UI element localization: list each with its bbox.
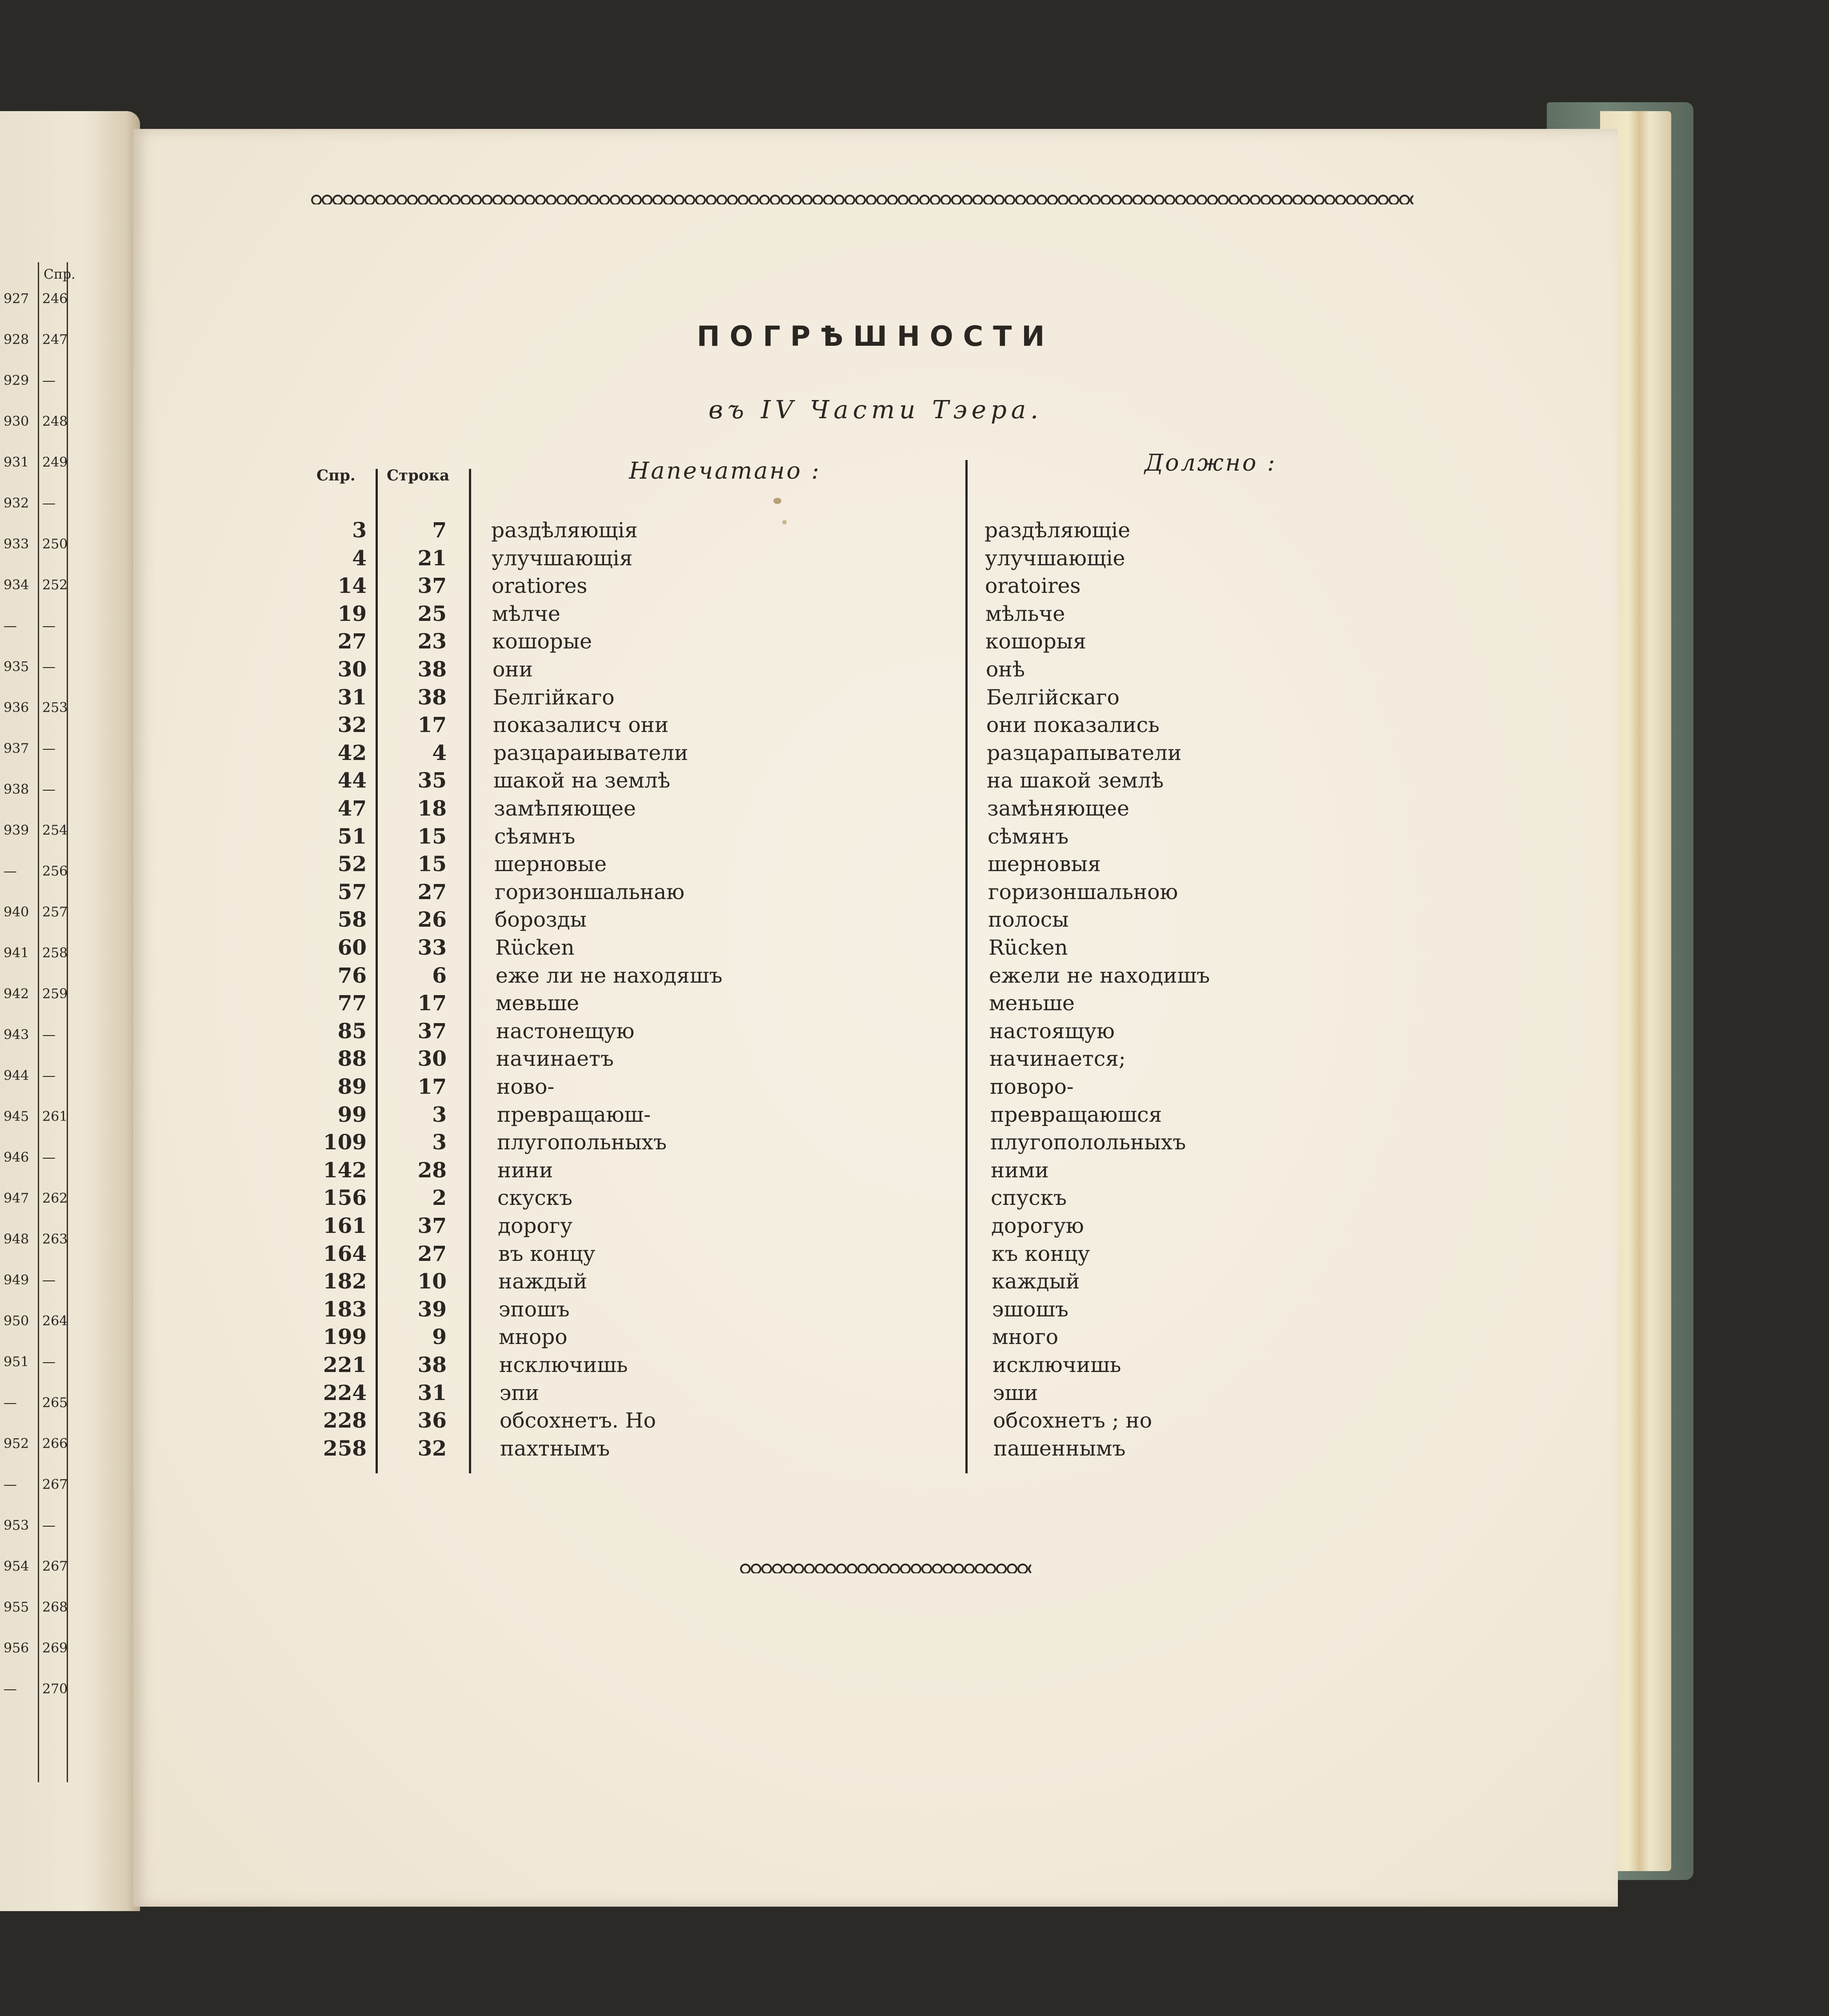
left-page-cell: 261 (42, 1109, 68, 1124)
left-page-cell: 928 (4, 332, 29, 348)
table-row (0, 1324, 1829, 1351)
left-page-cell: 263 (42, 1232, 68, 1247)
table-row (0, 1296, 1829, 1324)
cell-page: 57 (337, 880, 367, 904)
cell-line: 15 (417, 852, 447, 877)
cell-correct: исключишь (993, 1353, 1121, 1377)
cell-line: 21 (417, 546, 447, 571)
left-page-cell: 248 (42, 414, 68, 429)
table-row (0, 1018, 1829, 1045)
left-page-cell: 929 (4, 373, 29, 388)
left-page-cell: 254 (42, 823, 68, 838)
cell-page: 88 (337, 1047, 367, 1072)
cell-correct: кошорыя (985, 629, 1086, 654)
cell-line: 7 (432, 518, 447, 543)
left-page-cell: 249 (42, 455, 68, 470)
page-subtitle: въ IV Части Тэера. (708, 396, 1043, 424)
cell-printed: мноро (499, 1325, 568, 1350)
cell-line: 26 (417, 908, 447, 932)
cell-printed: шакой на землѣ (493, 768, 671, 793)
left-page-cell: — (42, 1150, 56, 1165)
page-title: ПОГРѢШНОСТИ (696, 320, 1055, 352)
cell-printed: превращаюш- (497, 1102, 651, 1127)
table-row (0, 1101, 1829, 1129)
left-page-cell: 931 (4, 455, 29, 470)
left-page-cell: 956 (4, 1640, 29, 1656)
cell-correct: много (992, 1325, 1059, 1350)
cell-printed: настонещую (496, 1019, 635, 1044)
left-page-cell: — (42, 1518, 56, 1533)
cell-line: 6 (432, 963, 447, 988)
left-page-cell: 943 (4, 1027, 29, 1043)
cell-line: 3 (432, 1102, 447, 1127)
cell-line: 37 (417, 1214, 447, 1238)
cell-correct: плугополольныхъ (990, 1130, 1186, 1155)
cell-printed: эпошъ (499, 1297, 570, 1322)
cell-page: 221 (323, 1353, 367, 1377)
cell-printed: мевьше (496, 991, 579, 1016)
cell-printed: oratiores (492, 574, 588, 599)
table-row (0, 1352, 1829, 1379)
table-row (0, 1212, 1829, 1240)
cell-page: 182 (323, 1269, 367, 1294)
cell-printed: дорогу (498, 1214, 572, 1238)
cell-correct: пашеннымъ (993, 1436, 1126, 1461)
cell-page: 89 (337, 1075, 367, 1099)
cell-line: 17 (417, 991, 447, 1016)
left-page-cell: — (42, 1068, 56, 1084)
table-row (0, 1268, 1829, 1296)
cell-printed: въ концу (498, 1241, 596, 1266)
cell-page: 27 (337, 629, 367, 654)
cell-correct: эшошъ (992, 1297, 1069, 1322)
cell-page: 142 (323, 1158, 367, 1183)
left-page-cell: 937 (4, 741, 29, 756)
cell-page: 228 (323, 1408, 367, 1433)
cell-printed: Белгійкаго (493, 685, 615, 710)
cell-correct: шерновыя (988, 852, 1101, 877)
cell-line: 35 (417, 768, 447, 793)
left-page-cell: — (42, 1272, 56, 1288)
left-page-cell: 267 (42, 1559, 68, 1574)
left-page-cell: — (42, 496, 56, 511)
left-page-cell: 252 (42, 577, 68, 593)
table-row (0, 740, 1829, 767)
cell-line: 23 (417, 629, 447, 654)
cell-printed: мѣлче (492, 601, 560, 626)
cell-correct: эши (993, 1380, 1038, 1405)
cell-line: 25 (417, 601, 447, 626)
cell-line: 39 (417, 1297, 447, 1322)
cell-page: 85 (337, 1019, 367, 1044)
cell-printed: пахтнымъ (500, 1436, 610, 1461)
table-row (0, 1184, 1829, 1212)
cell-printed: борозды (495, 908, 587, 932)
left-page-cell: 268 (42, 1600, 68, 1615)
bottom-ornament-rule (740, 1560, 1031, 1573)
left-page-cell: 939 (4, 823, 29, 838)
cell-correct: раздѣляющіе (985, 518, 1130, 543)
left-page-cell: 950 (4, 1313, 29, 1329)
left-page-cell: 945 (4, 1109, 29, 1124)
cell-correct: настоящую (989, 1019, 1115, 1044)
cell-line: 38 (417, 657, 447, 682)
table-row (0, 656, 1829, 684)
cell-correct: полосы (988, 908, 1069, 932)
cell-line: 17 (417, 1075, 447, 1099)
cell-correct: на шакой землѣ (987, 768, 1164, 793)
left-page-cell: 247 (42, 332, 68, 348)
left-page-cell: 930 (4, 414, 29, 429)
cell-line: 28 (417, 1158, 447, 1183)
cell-line: 18 (417, 796, 447, 821)
left-page-cell: 932 (4, 496, 29, 511)
cell-printed: улучшающія (492, 546, 633, 571)
table-row (0, 545, 1829, 572)
cell-printed: ново- (496, 1075, 555, 1099)
cell-page: 199 (323, 1325, 367, 1350)
left-page-cell: 953 (4, 1518, 29, 1533)
cell-correct: онѣ (986, 657, 1025, 682)
cell-line: 3 (432, 1130, 447, 1155)
cell-correct: къ концу (992, 1241, 1090, 1266)
left-page-cell: — (42, 659, 56, 675)
cell-printed: нини (497, 1158, 553, 1183)
cell-correct: Rücken (989, 936, 1068, 960)
cell-correct: замѣняющее (987, 796, 1129, 821)
cell-page: 109 (323, 1130, 367, 1155)
paper-stain (773, 498, 781, 504)
left-page-cell: — (42, 373, 56, 388)
cell-printed: горизоншальнаю (495, 880, 685, 904)
header-line: Строка (387, 467, 450, 484)
cell-printed: начинаетъ (496, 1047, 614, 1072)
table-row (0, 934, 1829, 962)
cell-printed: разцараиыватели (493, 740, 688, 765)
cell-line: 38 (417, 685, 447, 710)
left-page-cell: 269 (42, 1640, 68, 1656)
left-page-cell: 936 (4, 700, 29, 716)
cell-correct: oratoires (985, 574, 1081, 599)
cell-page: 32 (337, 713, 367, 738)
cell-printed: кошорые (492, 629, 592, 654)
cell-printed: показалисч они (493, 713, 669, 738)
cell-line: 27 (417, 880, 447, 904)
cell-correct: Белгійскаго (986, 685, 1120, 710)
cell-correct: начинается; (989, 1047, 1126, 1072)
cell-printed: еже ли не находяшъ (496, 963, 723, 988)
cell-correct: каждый (992, 1269, 1080, 1294)
header-correct: Должно : (1145, 450, 1277, 476)
cell-line: 30 (417, 1047, 447, 1072)
cell-printed: они (492, 657, 533, 682)
table-row (0, 767, 1829, 795)
cell-page: 77 (337, 991, 367, 1016)
left-page-cell: 942 (4, 986, 29, 1002)
cell-page: 31 (337, 685, 367, 710)
table-row (0, 517, 1829, 544)
cell-printed: шерновые (494, 852, 607, 877)
table-row (0, 1407, 1829, 1435)
left-page-cell: 257 (42, 904, 68, 920)
cell-line: 37 (417, 574, 447, 599)
cell-line: 17 (417, 713, 447, 738)
left-page-cell: 940 (4, 904, 29, 920)
left-page-cell: 949 (4, 1272, 29, 1288)
table-row (0, 1380, 1829, 1407)
cell-line: 36 (417, 1408, 447, 1433)
cell-correct: ними (991, 1158, 1049, 1183)
table-row (0, 628, 1829, 656)
left-page-cell: — (42, 1354, 56, 1370)
cell-line: 4 (432, 740, 447, 765)
cell-correct: дорогую (991, 1214, 1084, 1238)
cell-page: 51 (337, 824, 367, 849)
cell-line: 37 (417, 1019, 447, 1044)
table-row (0, 712, 1829, 739)
cell-correct: спускъ (991, 1186, 1067, 1211)
table-row (0, 990, 1829, 1017)
cell-printed: сѣямнъ (494, 824, 576, 849)
left-page-cell: — (42, 618, 56, 634)
left-page-cell: — (42, 741, 56, 756)
left-page-cell: 955 (4, 1600, 29, 1615)
cell-line: 31 (417, 1380, 447, 1405)
left-page-cell: 259 (42, 986, 68, 1002)
left-page-cell: 265 (42, 1395, 68, 1411)
table-row (0, 1073, 1829, 1101)
table-row (0, 684, 1829, 712)
cell-page: 14 (337, 574, 367, 599)
table-row (0, 1157, 1829, 1184)
cell-line: 32 (417, 1436, 447, 1461)
left-page-cell: 264 (42, 1313, 68, 1329)
left-page-cell: — (42, 1027, 56, 1043)
cell-correct: поворо- (990, 1075, 1074, 1099)
table-row (0, 600, 1829, 628)
cell-page: 30 (337, 657, 367, 682)
left-page-cell: 952 (4, 1436, 29, 1452)
header-printed: Напечатано : (629, 458, 821, 484)
cell-page: 156 (323, 1186, 367, 1211)
left-page-cell: 934 (4, 577, 29, 593)
cell-correct: сѣмянъ (988, 824, 1069, 849)
cell-line: 15 (417, 824, 447, 849)
left-page-cell: 250 (42, 536, 68, 552)
cell-line: 38 (417, 1353, 447, 1377)
table-row (0, 1435, 1829, 1463)
cell-correct: они показались (986, 713, 1160, 738)
cell-correct: обсохнетъ ; но (993, 1408, 1153, 1433)
cell-page: 60 (337, 936, 367, 960)
left-page-cell: 253 (42, 700, 68, 716)
table-row (0, 795, 1829, 823)
left-page-cell: 927 (4, 291, 29, 307)
cell-page: 52 (337, 852, 367, 877)
left-page-cell: 258 (42, 945, 68, 961)
left-page-cell: 941 (4, 945, 29, 961)
cell-line: 2 (432, 1186, 447, 1211)
table-row (0, 879, 1829, 906)
left-page-cell: — (4, 1395, 17, 1411)
left-page-cell: 267 (42, 1477, 68, 1492)
left-page-cell: 948 (4, 1232, 29, 1247)
cell-printed: обсохнетъ. Но (500, 1408, 656, 1433)
cell-correct: улучшающіе (985, 546, 1125, 571)
table-row (0, 851, 1829, 878)
cell-line: 10 (417, 1269, 447, 1294)
cell-correct: мѣльче (985, 601, 1065, 626)
left-page-cell: 938 (4, 782, 29, 797)
left-page-cell: 951 (4, 1354, 29, 1370)
cell-page: 3 (352, 518, 367, 543)
cell-printed: эпи (500, 1380, 539, 1405)
left-page-cell: 270 (42, 1681, 68, 1697)
cell-page: 44 (337, 768, 367, 793)
cell-printed: Rücken (495, 936, 575, 960)
cell-printed: раздѣляющія (491, 518, 638, 543)
left-page-cell: 266 (42, 1436, 68, 1452)
cell-printed: замѣпяющее (494, 796, 636, 821)
left-page-cell: 933 (4, 536, 29, 552)
cell-page: 58 (337, 908, 367, 932)
left-page-cell: 935 (4, 659, 29, 675)
table-row (0, 906, 1829, 934)
table-row (0, 962, 1829, 990)
cell-page: 19 (337, 601, 367, 626)
cell-page: 99 (337, 1102, 367, 1127)
table-row (0, 572, 1829, 600)
left-page-header: Спр. (44, 267, 76, 282)
header-page: Спр. (316, 467, 356, 484)
cell-page: 224 (323, 1380, 367, 1405)
cell-correct: ежели не находишъ (989, 963, 1210, 988)
cell-printed: нсключишь (499, 1353, 628, 1377)
left-page-cell: 256 (42, 864, 68, 879)
cell-printed: плугопольныхъ (497, 1130, 667, 1155)
cell-correct: превращаюшся (990, 1102, 1162, 1127)
cell-line: 9 (432, 1325, 447, 1350)
cell-page: 258 (323, 1436, 367, 1461)
left-page-cell: 944 (4, 1068, 29, 1084)
left-page-cell: 262 (42, 1191, 68, 1206)
cell-printed: скускъ (497, 1186, 572, 1211)
cell-line: 33 (417, 936, 447, 960)
table-row (0, 1240, 1829, 1268)
cell-page: 4 (352, 546, 367, 571)
left-page-cell: 246 (42, 291, 68, 307)
left-page-cell: 947 (4, 1191, 29, 1206)
table-row (0, 823, 1829, 851)
cell-page: 164 (323, 1241, 367, 1266)
cell-page: 76 (337, 963, 367, 988)
cell-correct: горизоншальною (988, 880, 1178, 904)
left-page-cell: — (4, 864, 17, 879)
cell-correct: разцарапыватели (987, 740, 1182, 765)
left-page-cell: — (4, 1681, 17, 1697)
cell-printed: наждый (498, 1269, 588, 1294)
left-page-cell: — (4, 1477, 17, 1492)
left-page-cell: 946 (4, 1150, 29, 1165)
left-page-cell: — (4, 618, 17, 634)
cell-correct: меньше (989, 991, 1075, 1016)
left-page-cell: — (42, 782, 56, 797)
left-page-cell: 954 (4, 1559, 29, 1574)
cell-page: 183 (323, 1297, 367, 1322)
cell-line: 27 (417, 1241, 447, 1266)
cell-page: 47 (337, 796, 367, 821)
cell-page: 42 (337, 740, 367, 765)
cell-page: 161 (323, 1214, 367, 1238)
top-ornament-rule (311, 191, 1413, 204)
table-row (0, 1129, 1829, 1156)
table-row (0, 1045, 1829, 1073)
